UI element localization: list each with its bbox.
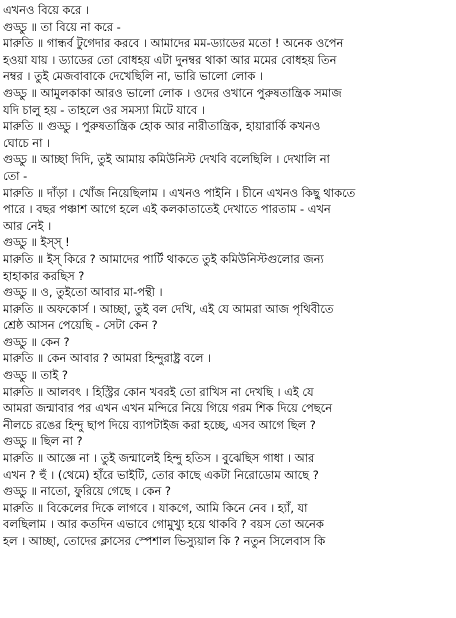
text-line: মারুতি ॥ আলবৎ । হিস্ট্রির কোন খবরই তো রাখিস না দেখছি । এই যে <box>3 384 314 399</box>
text-line: হওয়া যায় । ড্যাডের তো বোধহয় এটা দুনম্বর থাকা আর মমের বোধহয় তিন <box>3 52 337 67</box>
text-line: গুড্ডু ॥ নাতো, ফুরিয়ে গেছে । কেন ? <box>3 484 171 499</box>
text-line: ঘোচে না । <box>3 135 51 150</box>
text-line: মারুতি ॥ কেন আবার ? আমরা হিন্দুরাষ্ট্র বলে । <box>3 351 212 366</box>
text-line: গুড্ডু ॥ আমুলকাকা আরও ভালো লোক । ওদের ওখানে পুরুষতান্ত্রিক সমাজ <box>3 85 342 100</box>
text-line: গুড্ডু ॥ ছিল না ? <box>3 434 83 449</box>
text-line <box>3 550 454 567</box>
text-line <box>3 583 454 600</box>
text-line: গুড্ডু ॥ ইস্স্ ! <box>3 235 70 250</box>
text-line: মারুতি ॥ ইস্ কিরে ? আমাদের পার্টি থাকতে তুই কমিউনিস্টগুলোর জন্য <box>3 251 324 266</box>
text-line: শ্রেষ্ঠ আসন পেয়েছি - সেটা কেন ? <box>3 318 158 333</box>
text-line: গুড্ডু ॥ আচ্ছা দিদি, তুই আমায় কমিউনিস্ট দেখবি বলেছিলি । দেখালি না <box>3 152 330 167</box>
text-line <box>3 566 454 583</box>
text-line: বলছিলাম । আর কতদিন এভাবে গোমুখ্যু হয়ে থাকবি ? বয়স তো অনেক <box>3 517 324 532</box>
text-line <box>3 599 454 616</box>
text-line: তো - <box>3 168 28 183</box>
text-line: আমরা জন্মাবার পর এখন এখন মন্দিরে নিয়ে গিয়ে গরম শিক দিয়ে পেছনে <box>3 401 333 416</box>
text-line: গুড্ডু ॥ ও, তুইতো আবার মা-পন্থী । <box>3 285 163 300</box>
text-line: মারুতি ॥ গুড্ডু । পুরুষতান্ত্রিক হোক আর নারীতান্ত্রিক, হায়ারার্কি কখনও <box>3 119 321 134</box>
text-line: গুড্ডু ॥ তা বিয়ে না করে - <box>3 19 121 34</box>
text-line: নম্বর । তুই মেজবাবাকে দেখেছিলি না, ভারি ভালো লোক । <box>3 69 264 84</box>
text-line: মারুতি ॥ বিকেলের দিকে লাগবে । যাকগে, আমি কিনে নেব । হ্যাঁ, যা <box>3 500 308 515</box>
text-line: এখনও বিয়ে করে । <box>3 3 89 17</box>
text-line: হাহাকার করছিস ? <box>3 268 85 283</box>
text-line: মারুতি ॥ আজ্ঞে না । তুই জন্মালেই হিন্দু হতিস । বুঝেছিস গাধা । আর <box>3 451 315 466</box>
text-line: মারুতি ॥ দাঁড়া । খোঁজ নিয়েছিলাম । এখনও পাইনি । চীনে এখনও কিছু থাকতে <box>3 185 356 200</box>
text-line: হল । আচ্ছা, তোদের ক্লাসের স্পেশাল ভিস্যুয়াল কি ? নতুন সিলেবাস কি <box>3 534 326 548</box>
text-line: আর নেই । <box>3 218 52 233</box>
text-line: পারে । বছর পঞ্চাশ আগে হলে এই কলকাতাতেই দেখাতে পারতাম - এখন <box>3 202 331 217</box>
text-line: গুড্ডু ॥ তাই ? <box>3 368 68 383</box>
text-line: নীলচে রঙের হিন্দু ছাপ দিয়ে ব্যাপটাইজ করা হচ্ছে, এসব আগে ছিল ? <box>3 417 316 432</box>
text-line: এখন ? হুঁ । (থেমে) হাঁরে ভাইটি, তোর কাছে একটা নিরোডোম আছে ? <box>3 467 319 482</box>
text-line: মারুতি ॥ অফকোর্স । আচ্ছা, তুই বল দেখি, এই যে আমরা আজ পৃথিবীতে <box>3 301 334 316</box>
text-line: গুড্ডু ॥ কেন ? <box>3 334 70 349</box>
text-line: মারুতি ॥ গান্ধর্ব টুগেদার করবে । আমাদের মম-ড্যাডের মতো ! অনেক ওপেন <box>3 36 344 51</box>
text-line: যদি চালু হয় - তাহলে ওর সমস্যা মিটে যাবে । <box>3 102 205 117</box>
